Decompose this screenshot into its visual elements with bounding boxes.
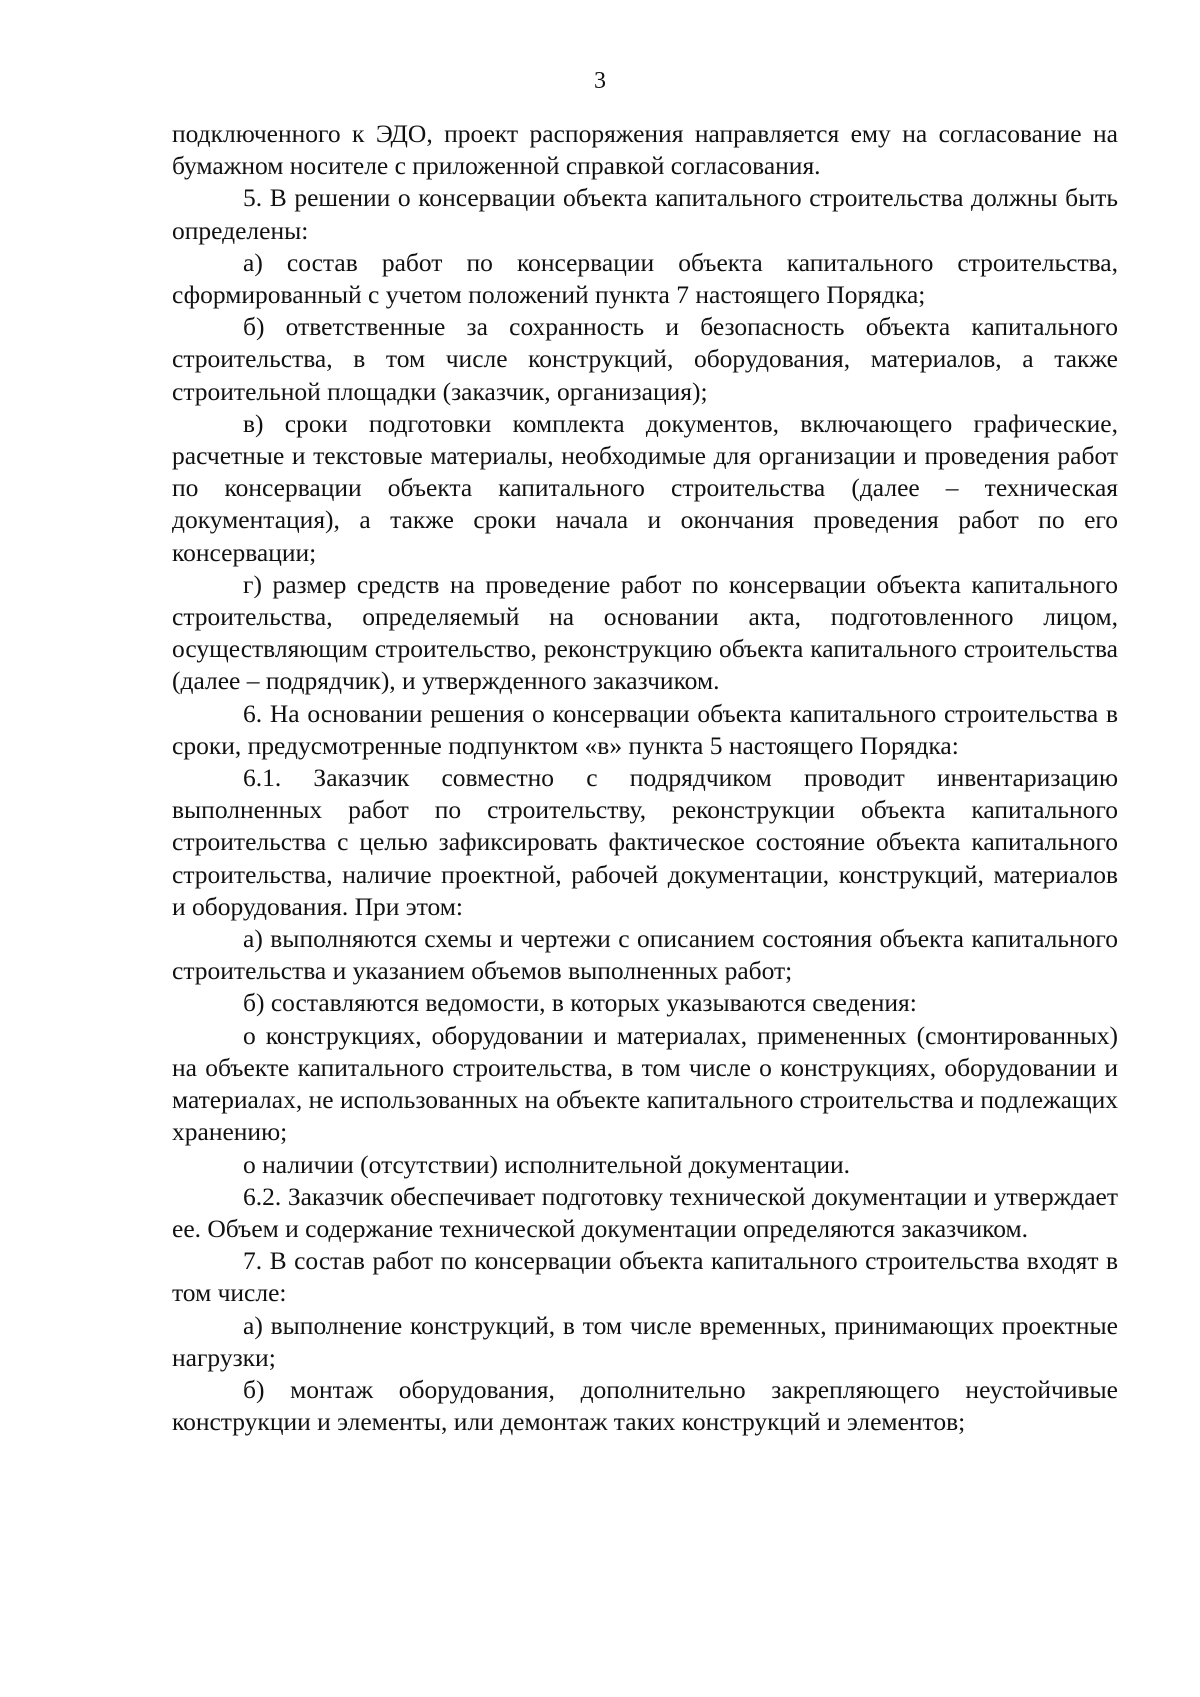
paragraph-item-5: 5. В решении о консервации объекта капитального строительства должны быть определены: <box>172 183 1118 245</box>
paragraph-item-6-1b: б) составляются ведомости, в которых указываются сведения: <box>243 988 917 1018</box>
paragraph-item-6-1b-1: о конструкциях, оборудовании и материалах, примененных (смонтированных) на объекте капитального строительства, в том числе о конструкциях, оборудовании и материалах, не использованных на объекте капитального строительства и подлежащих хранению; <box>172 1020 1118 1147</box>
paragraph-item-5a: а) состав работ по консервации объекта капитального строительства, сформированный с учетом положений пункта 7 настоящего Порядка; <box>172 247 1118 310</box>
paragraph-item-5v: в) сроки подготовки комплекта документов, включающего графические, расчетные и текстовые материалы, необходимые для организации и проведения работ по консервации объекта капитального строительства (далее – техническая документация), а также сроки начала и окончания проведения работ по его консервации; <box>172 408 1118 567</box>
paragraph-item-7b: б) монтаж оборудования, дополнительно закрепляющего неустойчивые конструкции и элементы, или демонтаж таких конструкций и элементов; <box>172 1374 1118 1437</box>
page-number: 3 <box>594 68 606 94</box>
paragraph-item-5g: г) размер средств на проведение работ по консервации объекта капитального строительства, определяемый на основании акта, подготовленного лицом, осуществляющим строительство, реконструкцию объекта капитального строительства (далее – подрядчик), и утвержденного заказчиком. <box>172 569 1118 696</box>
paragraph-continuation: подключенного к ЭДО, проект распоряжения направляется ему на согласование на бумажном носителе с приложенной справкой согласования. <box>172 119 1118 181</box>
paragraph-item-7a: а) выполнение конструкций, в том числе временных, принимающих проектные нагрузки; <box>172 1310 1118 1372</box>
paragraph-item-6-1b-2: о наличии (отсутствии) исполнительной документации. <box>243 1149 851 1179</box>
paragraph-item-6-1: 6.1. Заказчик совместно с подрядчиком проводит инвентаризацию выполненных работ по строительству, реконструкции объекта капитального строительства с целью зафиксировать фактическое состояние объекта капитального строительства, наличие проектной, рабочей документации, конструкций, материалов и оборудования. При этом: <box>172 763 1118 921</box>
paragraph-item-6-2: 6.2. Заказчик обеспечивает подготовку технической документации и утверждает ее. Объем и содержание технической документации определяются заказчиком. <box>172 1181 1118 1243</box>
paragraph-item-5b: б) ответственные за сохранность и безопасность объекта капитального строительства, в том числе конструкций, оборудования, материалов, а также строительной площадки (заказчик, организация); <box>172 312 1118 406</box>
paragraph-item-7: 7. В состав работ по консервации объекта капитального строительства входят в том числе: <box>172 1246 1118 1308</box>
paragraph-item-6-1a: а) выполняются схемы и чертежи с описанием состояния объекта капитального строительства и указанием объемов выполненных работ; <box>172 924 1118 986</box>
document-body <box>172 118 1118 1438</box>
paragraph-item-6: 6. На основании решения о консервации объекта капитального строительства в сроки, предусмотренные подпунктом «в» пункта 5 настоящего Порядка: <box>172 698 1118 760</box>
